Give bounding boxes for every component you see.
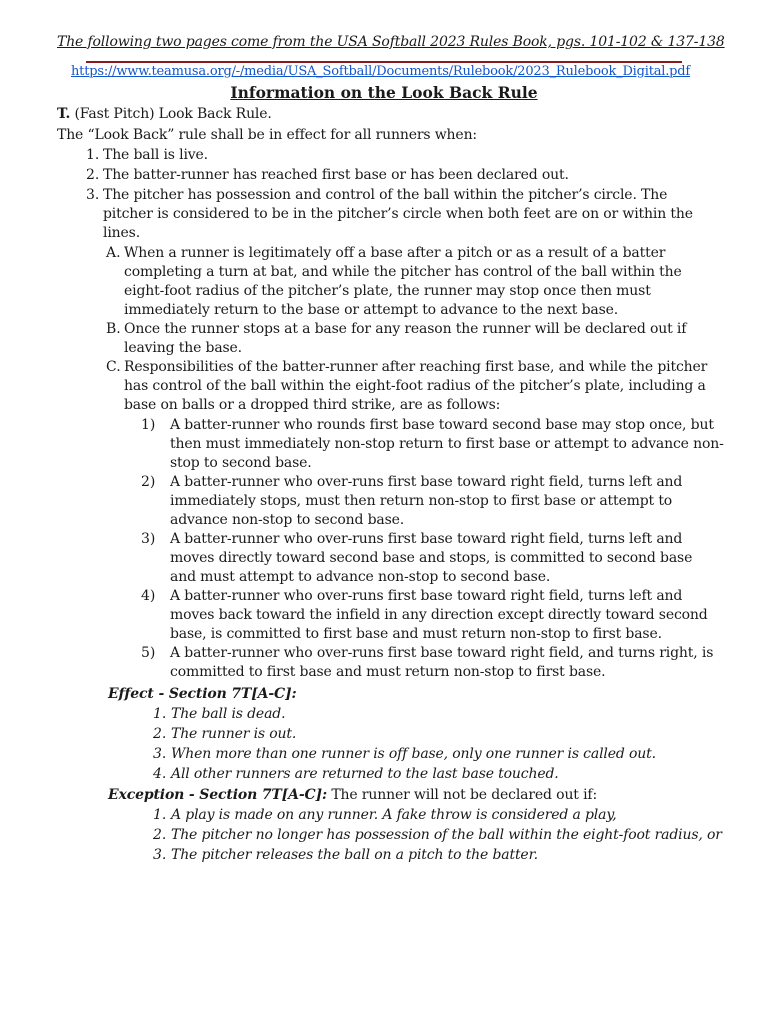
responsibilities-line: moves directly toward second base and stops, is committed to second base bbox=[170, 550, 693, 566]
effect.items-number: 3. bbox=[153, 746, 167, 762]
subitems-line: immediately return to the base or attempt to advance to the next base. bbox=[124, 302, 619, 318]
conditions-line: The batter-runner has reached first base or has been declared out. bbox=[103, 167, 569, 183]
responsibilities-line: and must attempt to advance non-stop to second base. bbox=[170, 569, 551, 585]
effect.items-line: The ball is dead. bbox=[171, 706, 286, 722]
subitems-line: has control of the ball within the eight-foot radius of the pitcher’s plate, including a bbox=[124, 378, 706, 394]
exception.items-line: A play is made on any runner. A fake throw is considered a play, bbox=[171, 807, 617, 823]
effect.items-number: 4. bbox=[153, 766, 167, 782]
effect.items-line: All other runners are returned to the last base touched. bbox=[171, 766, 559, 782]
responsibilities-line: A batter-runner who over-runs first base toward right field, turns left and bbox=[170, 474, 683, 490]
conditions-line: The pitcher has possession and control of the ball within the pitcher’s circle. The bbox=[103, 187, 668, 203]
subitems-line: Once the runner stops at a base for any reason the runner will be declared out if bbox=[124, 321, 687, 337]
exception.items-line: The pitcher releases the ball on a pitch to the batter. bbox=[171, 847, 538, 863]
rule-letter: T. bbox=[57, 106, 71, 122]
responsibilities-number: 1) bbox=[141, 417, 156, 433]
exception-lead: The runner will not be declared out if: bbox=[327, 787, 598, 803]
conditions-line: lines. bbox=[103, 225, 140, 241]
effect.items-line: When more than one runner is off base, only one runner is called out. bbox=[171, 746, 656, 762]
subitems-line: Responsibilities of the batter-runner after reaching first base, and while the pitcher bbox=[124, 359, 708, 375]
responsibilities-line: then must immediately non-stop return to first base or attempt to advance non- bbox=[170, 436, 724, 452]
subitems-line: When a runner is legitimately off a base after a pitch or as a result of a batter bbox=[124, 245, 666, 261]
subitems-line: completing a turn at bat, and while the pitcher has control of the ball within the bbox=[124, 264, 682, 280]
responsibilities-number: 3) bbox=[141, 531, 156, 547]
exception.items-line: The pitcher no longer has possession of the ball within the eight-foot radius, or bbox=[171, 827, 722, 843]
responsibilities-number: 5) bbox=[141, 645, 156, 661]
subitems-line: leaving the base. bbox=[124, 340, 242, 356]
exception.items-number: 1. bbox=[153, 807, 167, 823]
subitems-number: B. bbox=[106, 321, 121, 337]
exception-heading: Exception - Section 7T[A-C]: bbox=[108, 787, 328, 803]
responsibilities-line: stop to second base. bbox=[170, 455, 312, 471]
subitems-line: base on balls or a dropped third strike, are as follows: bbox=[124, 397, 501, 413]
conditions-number: 1. bbox=[86, 147, 100, 163]
responsibilities-line: base, is committed to first base and must return non-stop to first base. bbox=[170, 626, 662, 642]
responsibilities-line: A batter-runner who over-runs first base toward right field, and turns right, is bbox=[170, 645, 714, 661]
conditions-line: The ball is live. bbox=[103, 147, 208, 163]
responsibilities-line: immediately stops, must then return non-stop to first base or attempt to bbox=[170, 493, 673, 509]
source-note: The following two pages come from the USA Softball 2023 Rules Book, pgs. 101-102 & 137-138 bbox=[57, 34, 725, 50]
subitems-number: C. bbox=[106, 359, 121, 375]
rule-heading-text: (Fast Pitch) Look Back Rule. bbox=[74, 106, 272, 122]
effect.items-number: 1. bbox=[153, 706, 167, 722]
page-title: Information on the Look Back Rule bbox=[230, 83, 538, 102]
effect-heading: Effect - Section 7T[A-C]: bbox=[108, 686, 297, 702]
conditions-number: 2. bbox=[86, 167, 100, 183]
header-rule bbox=[86, 61, 682, 63]
rule-intro: The “Look Back” rule shall be in effect for all runners when: bbox=[57, 127, 477, 143]
exception.items-number: 2. bbox=[153, 827, 167, 843]
responsibilities-line: A batter-runner who over-runs first base toward right field, turns left and bbox=[170, 531, 683, 547]
conditions-line: pitcher is considered to be in the pitcher’s circle when both feet are on or within the bbox=[103, 206, 693, 222]
subitems-number: A. bbox=[106, 245, 121, 261]
responsibilities-number: 4) bbox=[141, 588, 156, 604]
responsibilities-line: committed to first base and must return non-stop to first base. bbox=[170, 664, 606, 680]
subitems-line: eight-foot radius of the pitcher’s plate, the runner may stop once then must bbox=[124, 283, 651, 299]
responsibilities-line: A batter-runner who rounds first base toward second base may stop once, but bbox=[170, 417, 714, 433]
rule-heading bbox=[57, 105, 272, 124]
responsibilities-line: A batter-runner who over-runs first base toward right field, turns left and bbox=[170, 588, 683, 604]
responsibilities-line: advance non-stop to second base. bbox=[170, 512, 405, 528]
exception-heading-line bbox=[108, 786, 597, 805]
exception.items-number: 3. bbox=[153, 847, 167, 863]
effect.items-line: The runner is out. bbox=[171, 726, 297, 742]
conditions-number: 3. bbox=[86, 187, 100, 203]
rulebook-link[interactable]: https://www.teamusa.org/-/media/USA_Softball/Documents/Rulebook/2023_Rulebook_Digital.pdf bbox=[71, 64, 691, 79]
responsibilities-number: 2) bbox=[141, 474, 156, 490]
responsibilities-line: moves back toward the infield in any direction except directly toward second bbox=[170, 607, 708, 623]
effect.items-number: 2. bbox=[153, 726, 167, 742]
